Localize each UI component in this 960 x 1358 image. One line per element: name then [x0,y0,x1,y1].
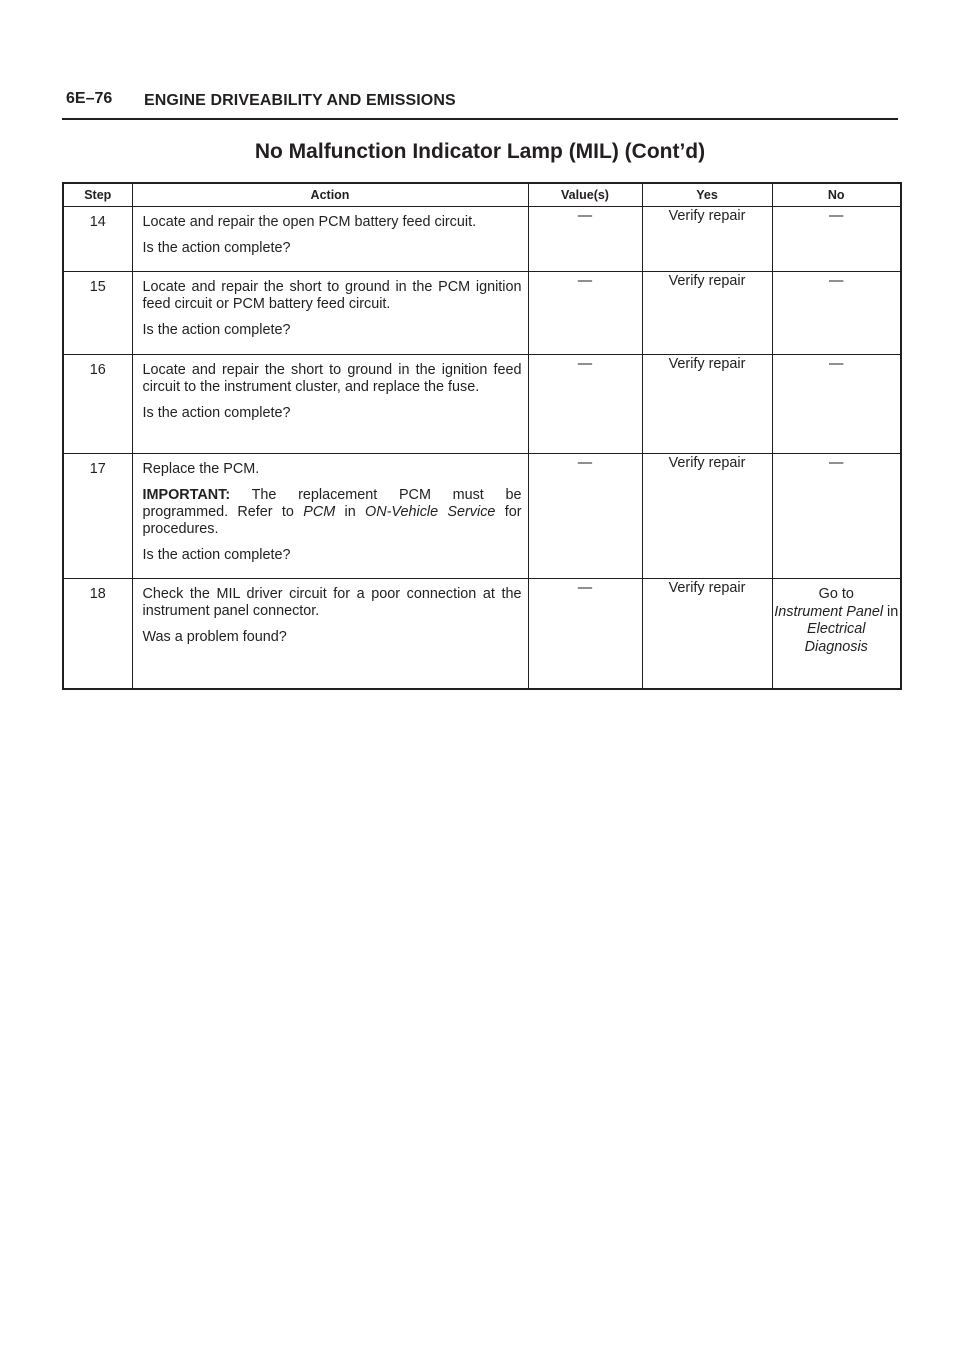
step-number: 17 [63,454,132,579]
no-text: in [883,603,899,620]
table-row [63,207,901,272]
column-header-step: Step [63,183,132,207]
no-cell: — [772,272,901,355]
reference-on-vehicle-service: ON-Vehicle Service [365,504,496,520]
action-question: Was a problem found? [142,629,287,645]
value-cell: — [528,355,642,454]
important-text: The replacement PCM must be programmed. Refer to [142,487,522,520]
action-cell [132,207,528,272]
action-text: Check the MIL driver circuit for a poor connection at the instrument panel connector. [142,586,522,619]
table-row [63,355,901,454]
table-header-row [63,183,901,207]
document-title: No Malfunction Indicator Lamp (MIL) (Cont’d) [254,140,706,163]
no-cell [772,579,901,690]
action-text: Locate and repair the short to ground in the ignition feed circuit to the instrument cluster, and replace the fuse. [142,362,522,395]
value-cell: — [528,272,642,355]
important-label: IMPORTANT: [142,487,231,503]
yes-cell: Verify repair [642,579,772,690]
yes-cell: Verify repair [642,355,772,454]
value-cell: — [528,207,642,272]
page-header [62,88,898,120]
reference-electrical-diagnosis: Electrical Diagnosis [804,621,868,655]
column-header-yes: Yes [642,183,772,207]
no-cell: — [772,454,901,579]
important-text: for procedures. [142,504,522,537]
action-text: Locate and repair the open PCM battery feed circuit. [142,214,477,230]
action-cell [132,355,528,454]
column-header-no: No [772,183,901,207]
action-cell [132,579,528,690]
action-text: Replace the PCM. [142,461,260,477]
reference-pcm: PCM [303,504,336,520]
action-question: Is the action complete? [142,405,291,421]
table-row [63,272,901,355]
action-cell [132,454,528,579]
action-question: Is the action complete? [142,547,291,563]
section-title: ENGINE DRIVEABILITY AND EMISSIONS [144,92,456,109]
value-cell: — [528,454,642,579]
step-number: 14 [63,207,132,272]
yes-cell: Verify repair [642,207,772,272]
reference-instrument-panel: Instrument Panel [774,603,884,620]
important-text: in [335,504,366,520]
value-cell: — [528,579,642,690]
action-cell [132,272,528,355]
action-question: Is the action complete? [142,240,291,256]
step-number: 15 [63,272,132,355]
step-number: 18 [63,579,132,690]
page-number: 6E–76 [66,90,113,107]
column-header-values: Value(s) [528,183,642,207]
yes-cell: Verify repair [642,272,772,355]
diagnostic-table [62,182,902,690]
table-row [63,454,901,579]
yes-cell: Verify repair [642,454,772,579]
step-number: 16 [63,355,132,454]
no-text: Go to [818,586,854,602]
action-text: Locate and repair the short to ground in the PCM ignition feed circuit or PCM battery feed circuit. [142,279,522,312]
no-cell: — [772,207,901,272]
table-row [63,579,901,690]
action-question: Is the action complete? [142,322,291,338]
column-header-action: Action [132,183,528,207]
important-note [143,487,522,538]
no-cell: — [772,355,901,454]
